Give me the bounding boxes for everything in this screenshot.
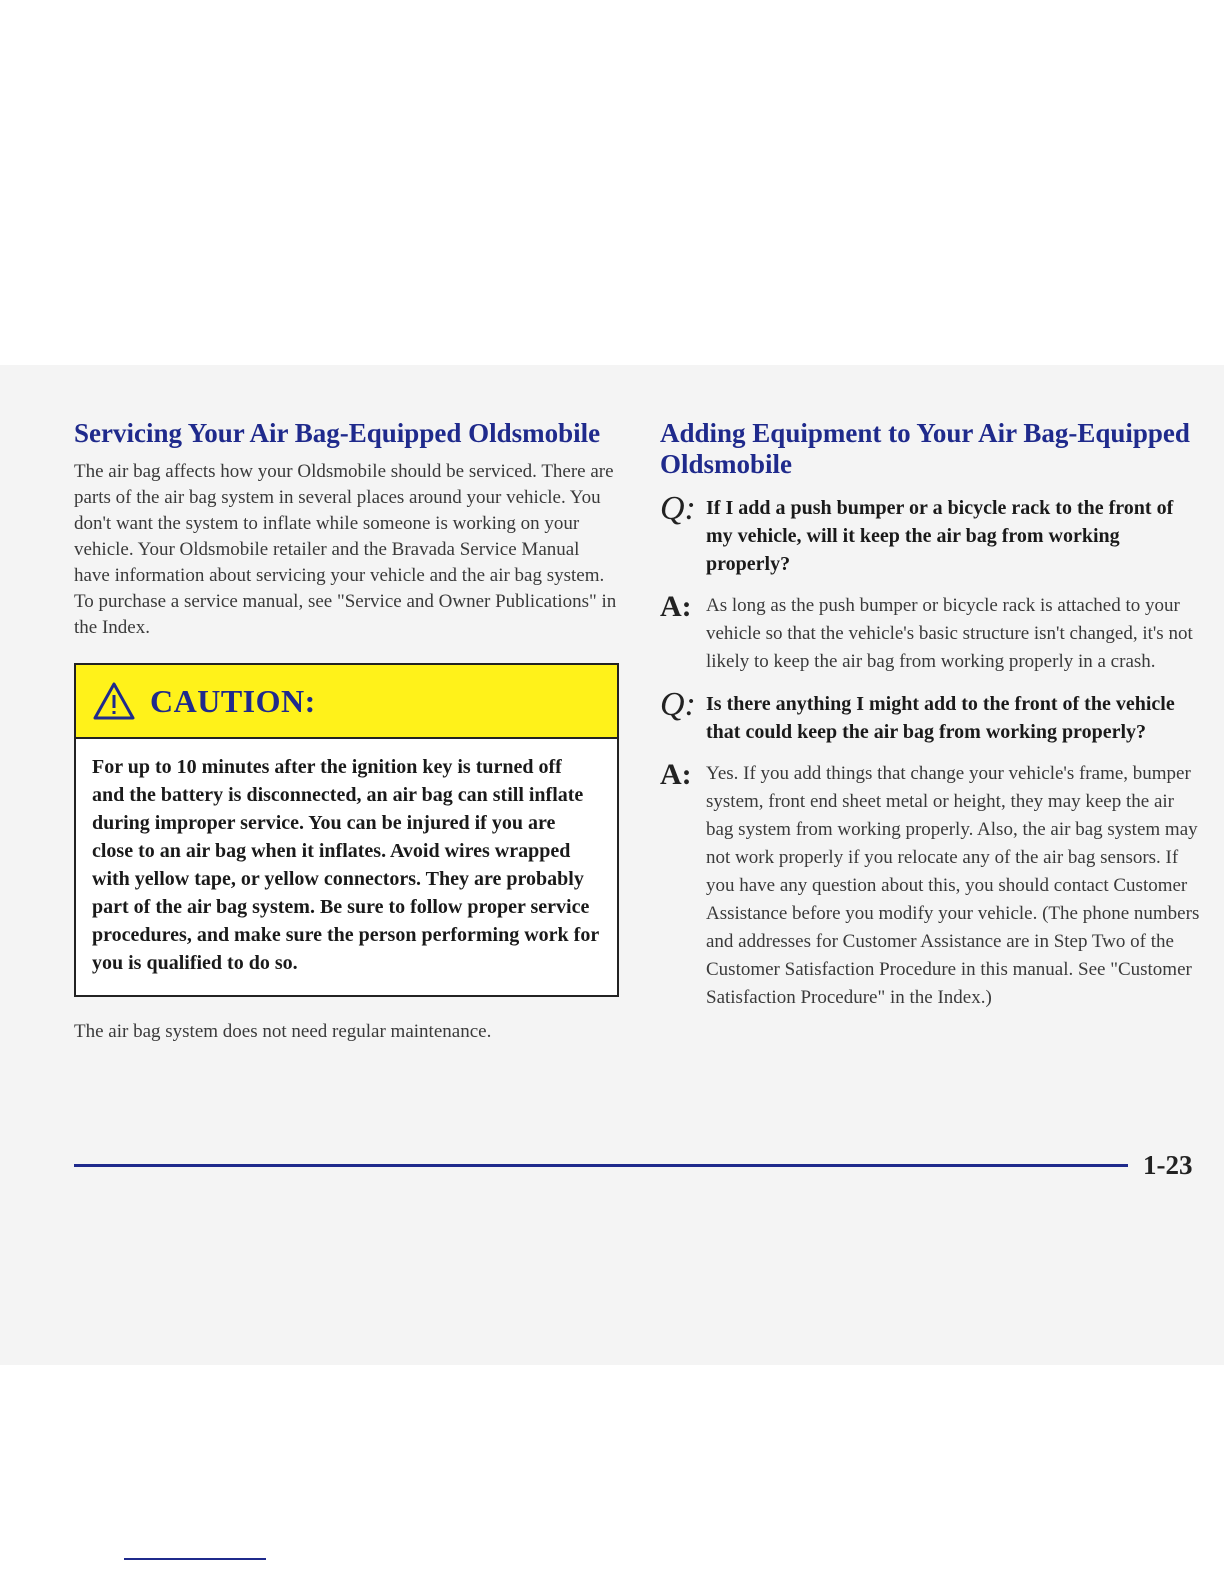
footer-rule (74, 1164, 1128, 1167)
question-1 (660, 490, 1200, 578)
question-text: If I add a push bumper or a bicycle rack to the front of my vehicle, will it keep the air bag from working properly? (706, 497, 1174, 575)
section-heading-servicing: Servicing Your Air Bag-Equipped Oldsmobile (74, 418, 601, 448)
question-label: Q: (660, 490, 696, 527)
caution-box (74, 663, 619, 997)
caution-text: For up to 10 minutes after the ignition key is turned off and the battery is disconnected, an air bag can still inflate during improper service. You can be injured if you are close to an air bag when it inflates. Avoid wires wrapped with yellow tape, or yellow connectors. They are probably part of the air bag system. Be sure to follow proper service procedures, and make sure the person performing work for you is qualified to do so. (92, 756, 599, 974)
warning-triangle-icon (92, 681, 136, 721)
answer-1 (660, 592, 1200, 676)
servicing-paragraph: The air bag affects how your Oldsmobile should be serviced. There are parts of the air bag system in several places around your vehicle. You don't want the system to inflate while someone is working on your vehicle. Your Oldsmobile retailer and the Bravada Service Manual have information about servicing your vehicle and the air bag system. To purchase a service manual, see "Service and Owner Publications" in the Index. (74, 461, 617, 638)
caution-title: CAUTION: (150, 682, 316, 719)
question-label: Q: (660, 686, 696, 723)
answer-2 (660, 760, 1200, 1012)
answer-text: Yes. If you add things that change your vehicle's frame, bumper system, front end sheet metal or height, they may keep the air bag system from working properly. Also, the air bag system may not work properly if you relocate any of the air bag sensors. If you have any question about this, you should contact Customer Assistance before you modify your vehicle. (The phone numbers and addresses for Customer Assistance are in Step Two of the Customer Satisfaction Procedure in this manual. See "Customer Satisfaction Procedure" in the Index.) (706, 763, 1200, 1008)
caution-header (76, 665, 617, 739)
question-text: Is there anything I might add to the front of the vehicle that could keep the air bag from working properly? (706, 693, 1175, 743)
answer-label: A: (660, 758, 692, 791)
maintenance-note: The air bag system does not need regular maintenance. (74, 1021, 492, 1042)
answer-text: As long as the push bumper or bicycle rack is attached to your vehicle so that the vehicle's basic structure isn't changed, it's not likely to keep the air bag from working properly in a crash. (706, 595, 1193, 672)
question-2 (660, 686, 1200, 746)
left-column (74, 418, 619, 1045)
page-number: 1-23 (1143, 1150, 1193, 1180)
bottom-stub-rule (124, 1558, 266, 1560)
right-column (660, 418, 1200, 1012)
answer-label: A: (660, 590, 692, 623)
section-heading-adding-equipment: Adding Equipment to Your Air Bag-Equipped Oldsmobile (660, 418, 1190, 479)
